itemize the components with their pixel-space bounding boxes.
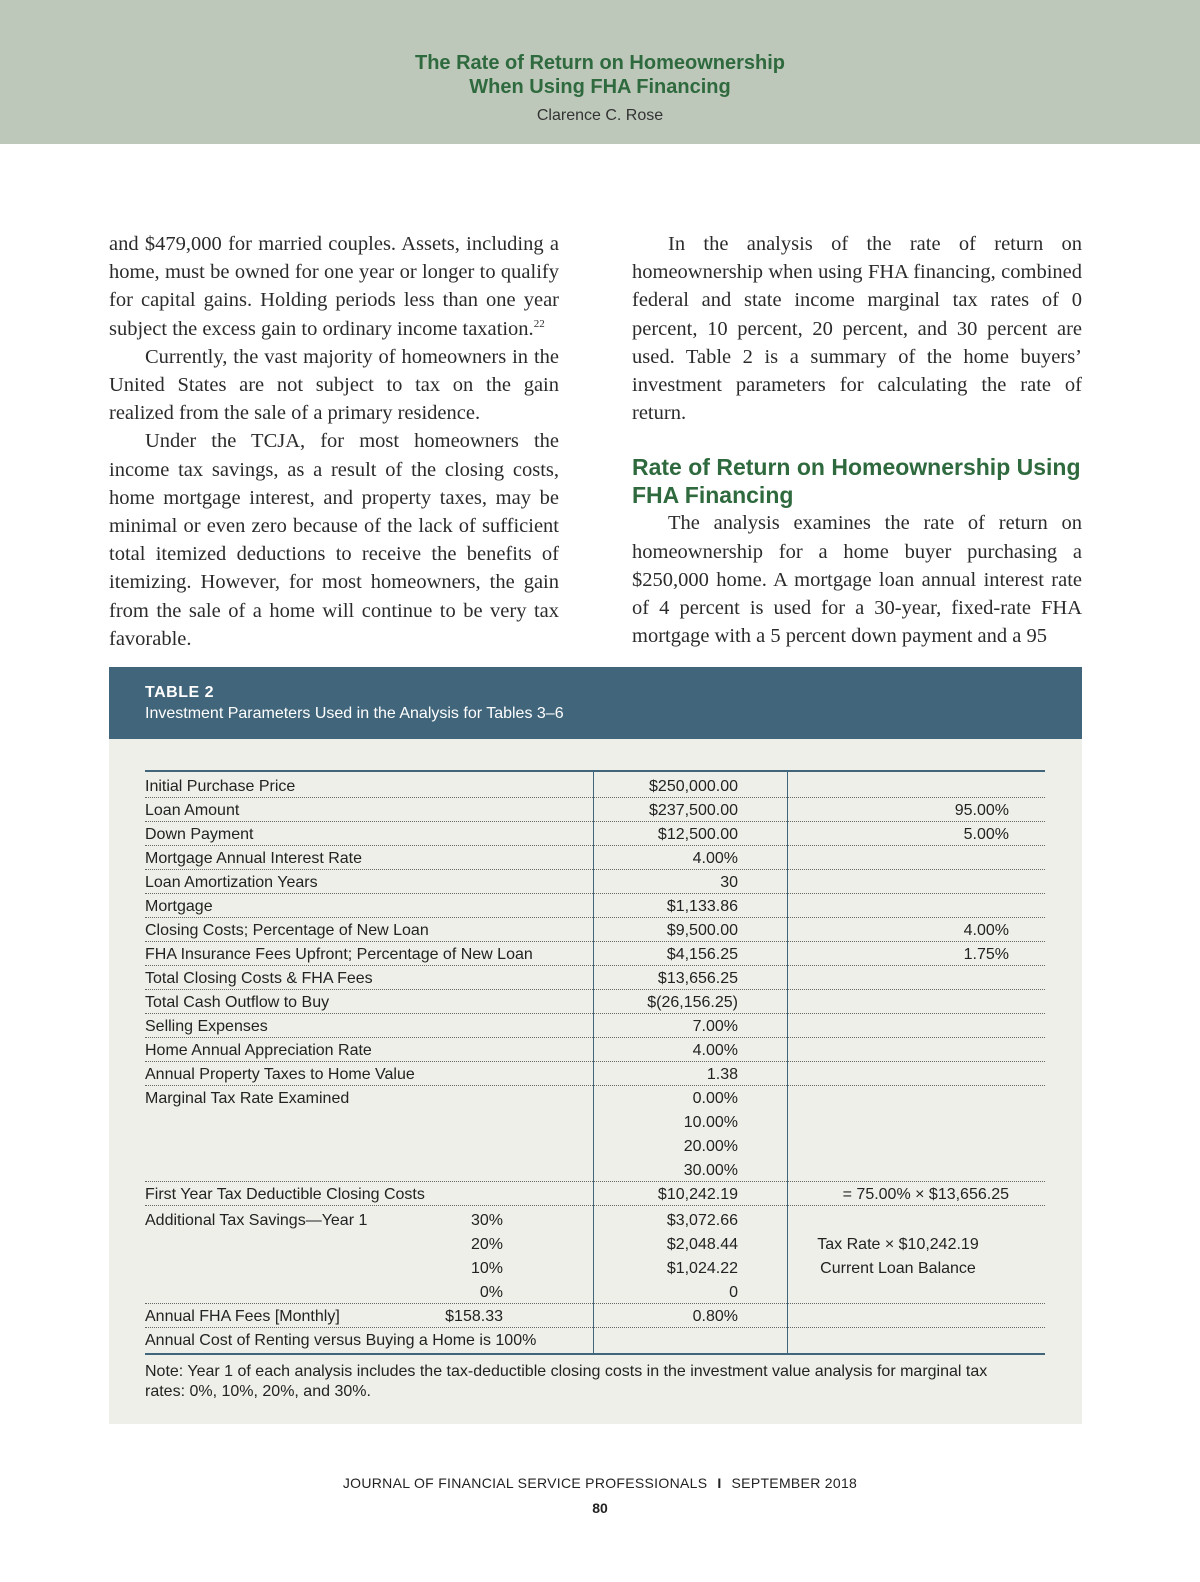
row-value: $1,024.22 <box>666 1260 738 1277</box>
right-column <box>632 230 1082 650</box>
article-title-line-2: When Using FHA Financing <box>469 76 731 98</box>
table-header-bar <box>109 667 1082 739</box>
row-value: 30 <box>720 874 738 891</box>
table-row <box>145 1013 1045 1038</box>
table-row <box>145 1061 1045 1086</box>
right-paragraph-2: The analysis examines the rate of return on homeownership for a home buyer purchasing a $250,000 home. A mortgage loan annual interest rate of 4 percent is used for a 30-year, fixed-rate FHA mortgage with a 5 percent down payment and a 95 <box>632 512 1082 648</box>
table-row <box>145 821 1045 846</box>
row-value: $2,048.44 <box>666 1236 738 1253</box>
article-title-line-1: The Rate of Return on Homeownership <box>414 52 786 74</box>
row-label: Loan Amount <box>145 802 240 819</box>
page-number: 80 <box>592 1500 608 1516</box>
row-value: $12,500.00 <box>657 826 738 843</box>
row-value: $3,072.66 <box>666 1212 738 1229</box>
row-value: $250,000.00 <box>649 778 738 795</box>
table-row <box>145 917 1045 942</box>
row-label: Down Payment <box>145 826 254 843</box>
table-row <box>145 1109 1045 1133</box>
right-paragraph-1: In the analysis of the rate of return on homeownership when using FHA financing, combined federal and state income marginal tax rates of 0 percent, 10 percent, 20 percent, and 30 percent are used. Table 2 is a summary of the home buyers’ investment parameters for calculating the rate of return. <box>632 233 1082 425</box>
left-paragraph-1-text: and $479,000 for married couples. Assets, including a home, must be owned for one year or longer to qualify for capital gains. Holding periods less than one year subject the excess gain to ordinary income taxation. <box>109 233 559 340</box>
row-label: Annual FHA Fees [Monthly] <box>145 1308 340 1325</box>
row-label: Total Cash Outflow to Buy <box>145 994 330 1011</box>
left-paragraph-1 <box>109 230 559 343</box>
row-side: Current Loan Balance <box>820 1260 976 1277</box>
row-value: $9,500.00 <box>666 922 738 939</box>
row-value: $4,156.25 <box>666 946 738 963</box>
table-note: Note: Year 1 of each analysis includes the tax-deductible closing costs in the investment value analysis for marginal tax rates: 0%, 10%, 20%, and 30%. <box>145 1363 988 1400</box>
row-label: Selling Expenses <box>145 1018 268 1035</box>
row-side: 95.00% <box>954 802 1009 819</box>
left-paragraph-3: Under the TCJA, for most homeowners the income tax savings, as a result of the closing costs, home mortgage interest, and property taxes, may be minimal or even zero because of the lack of sufficient total itemized deductions to receive the benefits of itemizing. However, for most homeowners, the gain from the sale of a home will continue to be very tax favorable. <box>109 430 559 650</box>
row-value: 7.00% <box>692 1018 738 1035</box>
table-row <box>145 1133 1045 1157</box>
left-paragraph-2: Currently, the vast majority of homeowners in the United States are not subject to tax on the gain realized from the sale of a primary residence. <box>109 345 559 425</box>
row-rate: 10% <box>470 1260 503 1277</box>
row-value: $237,500.00 <box>649 802 738 819</box>
row-label: FHA Insurance Fees Upfront; Percentage of New Loan <box>145 946 533 963</box>
row-label: Annual Property Taxes to Home Value <box>145 1066 415 1083</box>
row-value: 0 <box>729 1284 738 1301</box>
table-row <box>145 1085 1045 1109</box>
table-bottom-rule <box>145 1353 1045 1355</box>
table-row <box>145 893 1045 918</box>
table-row <box>145 1181 1045 1206</box>
row-value: 20.00% <box>683 1138 738 1155</box>
table-row <box>145 1157 1045 1182</box>
footer-separator: I <box>717 1475 722 1491</box>
table-caption: Investment Parameters Used in the Analysis for Tables 3–6 <box>145 705 564 722</box>
row-value: 30.00% <box>683 1162 738 1179</box>
table-row <box>145 1303 1045 1328</box>
row-label: Loan Amortization Years <box>145 874 318 891</box>
row-side: 5.00% <box>963 826 1009 843</box>
table-row <box>145 1037 1045 1062</box>
table-row <box>145 1207 1045 1231</box>
row-value: 0.80% <box>692 1308 738 1325</box>
row-rate: 0% <box>479 1284 503 1301</box>
table-row <box>145 1231 1045 1255</box>
row-value: 4.00% <box>692 1042 738 1059</box>
row-value: $1,133.86 <box>666 898 738 915</box>
row-label: Marginal Tax Rate Examined <box>145 1090 350 1107</box>
row-value: $(26,156.25) <box>647 994 738 1011</box>
table-row <box>145 1279 1045 1304</box>
row-value: 1.38 <box>706 1066 738 1083</box>
author-name: Clarence C. Rose <box>536 107 664 124</box>
row-rate: 20% <box>470 1236 503 1253</box>
row-side: 1.75% <box>963 946 1009 963</box>
row-value: 10.00% <box>683 1114 738 1131</box>
table-top-rule <box>145 770 1045 772</box>
issue-date: SEPTEMBER 2018 <box>731 1475 858 1491</box>
section-heading: Rate of Return on Homeownership Using FHA Financing <box>632 454 1081 509</box>
table-row <box>145 1255 1045 1279</box>
row-amount: $158.33 <box>445 1308 503 1325</box>
row-label: Mortgage <box>145 898 213 915</box>
left-column <box>109 230 559 653</box>
row-side: 4.00% <box>963 922 1009 939</box>
footnote-ref[interactable]: 22 <box>533 317 545 330</box>
row-label: Total Closing Costs & FHA Fees <box>145 970 373 987</box>
table-label: TABLE 2 <box>145 684 214 701</box>
table-row <box>145 869 1045 894</box>
row-value: 4.00% <box>692 850 738 867</box>
table-row <box>145 1327 1045 1351</box>
table-row <box>145 845 1045 870</box>
row-side: Tax Rate × $10,242.19 <box>817 1236 979 1253</box>
row-rate: 30% <box>470 1212 503 1229</box>
row-label: Initial Purchase Price <box>145 778 296 795</box>
row-label: Closing Costs; Percentage of New Loan <box>145 922 429 939</box>
row-label: Annual Cost of Renting versus Buying a Home is 100% <box>145 1332 537 1349</box>
table-row <box>145 965 1045 990</box>
row-side: = 75.00% × $13,656.25 <box>842 1186 1009 1203</box>
table-row <box>145 941 1045 966</box>
row-value: $13,656.25 <box>657 970 738 987</box>
journal-name: JOURNAL OF FINANCIAL SERVICE PROFESSIONALS <box>342 1475 708 1491</box>
table-row <box>145 989 1045 1014</box>
row-value: 0.00% <box>692 1090 738 1107</box>
row-label: First Year Tax Deductible Closing Costs <box>145 1186 425 1203</box>
row-label: Mortgage Annual Interest Rate <box>145 850 363 867</box>
page-footer <box>0 1475 1200 1491</box>
row-value: $10,242.19 <box>657 1186 738 1203</box>
article-header <box>0 0 1200 144</box>
table-row <box>145 797 1045 822</box>
table-row <box>145 773 1045 798</box>
row-label: Additional Tax Savings—Year 1 <box>145 1212 368 1229</box>
row-label: Home Annual Appreciation Rate <box>145 1042 372 1059</box>
